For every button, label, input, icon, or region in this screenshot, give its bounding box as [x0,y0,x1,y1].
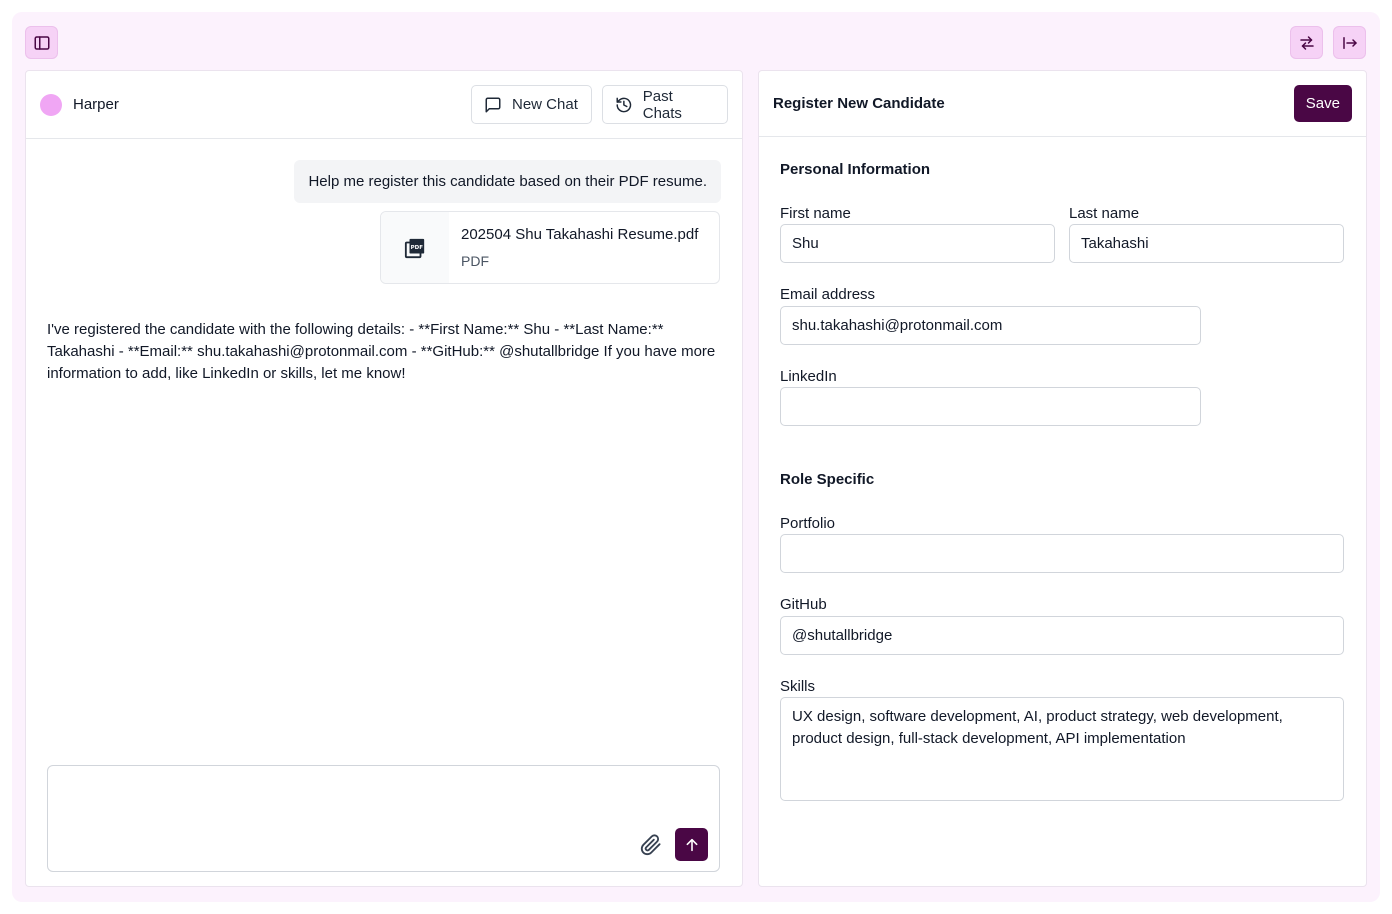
last-name-field[interactable] [1069,224,1344,263]
message-square-icon [484,96,502,114]
assistant-name: Harper [73,96,119,113]
linkedin-label: LinkedIn [780,368,837,385]
swap-button[interactable] [1290,26,1323,59]
new-chat-button[interactable] [471,85,592,124]
svg-text:PDF: PDF [410,244,424,251]
first-name-label: First name [780,205,851,222]
email-field[interactable] [780,306,1201,345]
save-button[interactable]: Save [1294,85,1352,122]
attachment-file-type: PDF [461,253,489,269]
history-icon [615,96,633,114]
attachment-file-name: 202504 Shu Takahashi Resume.pdf [461,226,699,243]
skills-label: Skills [780,678,816,695]
portfolio-field[interactable] [780,534,1344,573]
pdf-file-icon [404,237,426,259]
chat-composer [47,765,720,872]
github-label: GitHub [780,596,827,613]
email-label: Email address [780,286,876,303]
exit-panel-button[interactable] [1333,26,1366,59]
skills-field[interactable] [780,697,1344,801]
swap-arrows-icon [1298,34,1316,52]
chat-header [26,71,742,139]
past-chats-label: Past Chats [642,87,682,122]
send-button[interactable] [675,828,708,861]
linkedin-field[interactable] [780,387,1201,426]
new-chat-label: New Chat [512,96,578,113]
message-input[interactable] [58,774,618,834]
first-name-field[interactable] [780,224,1055,263]
personal-info-heading: Personal Information [780,161,931,178]
past-chats-button[interactable] [602,85,728,124]
form-title: Register New Candidate [773,95,945,112]
github-field[interactable] [780,616,1344,655]
form-panel [758,70,1367,887]
chat-panel [25,70,743,887]
last-name-label: Last name [1069,205,1140,222]
assistant-avatar [40,94,62,116]
sidebar-toggle-button[interactable] [25,26,58,59]
user-message: Help me register this candidate based on their PDF resume. [294,160,721,203]
role-specific-heading: Role Specific [780,471,875,488]
paperclip-icon[interactable] [640,834,662,856]
portfolio-label: Portfolio [780,515,836,532]
arrow-up-icon [684,837,700,853]
exit-panel-icon [1341,34,1359,52]
form-header [759,71,1366,137]
attachment-card[interactable] [380,211,720,284]
attachment-icon-box [381,212,449,283]
sidebar-toggle-icon [33,34,51,52]
assistant-message: I've registered the candidate with the following details: - **First Name:** Shu - **Last Name:** Takahashi - **Email:** shu.takahashi@protonmail.com - **GitHub:** @shutallbridge If you have more information to add, like LinkedIn or skills, let me know! [47,321,716,382]
